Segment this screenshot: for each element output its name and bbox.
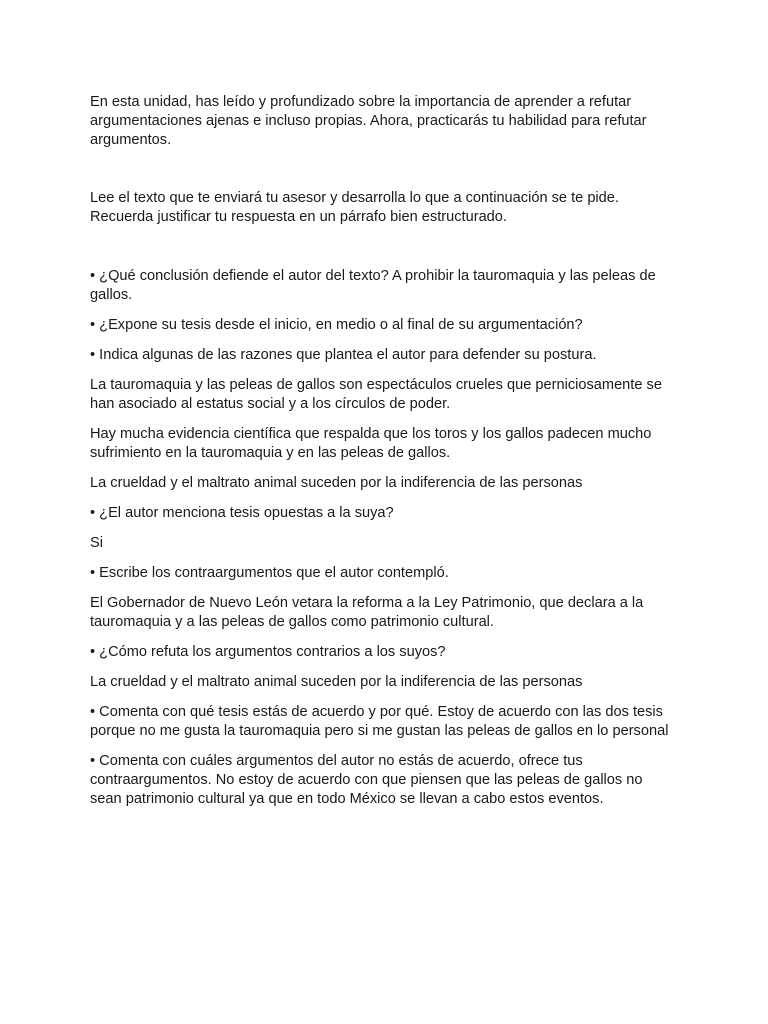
question-counterarguments: • Escribe los contraargumentos que el autor contempló. bbox=[90, 565, 449, 581]
question-refutation: • ¿Cómo refuta los argumentos contrarios a los suyos? bbox=[90, 644, 446, 660]
instructions-paragraph: Lee el texto que te enviará tu asesor y desarrolla lo que a continuación se te pide. Recuerda justificar tu respuesta en un párrafo bien estructurado. bbox=[90, 190, 619, 225]
question-thesis-position: • ¿Expone su tesis desde el inicio, en medio o al final de su argumentación? bbox=[90, 317, 583, 333]
reason-paragraph-1: La tauromaquia y las peleas de gallos son espectáculos crueles que perniciosamente se han asociado al estatus social y a los círculos de poder. bbox=[90, 377, 662, 412]
question-conclusion: • ¿Qué conclusión defiende el autor del texto? A prohibir la tauromaquia y las peleas de gallos. bbox=[90, 268, 656, 303]
answer-refutation: La crueldad y el maltrato animal suceden por la indiferencia de las personas bbox=[90, 674, 583, 690]
reason-paragraph-2: Hay mucha evidencia científica que respalda que los toros y los gallos padecen mucho sufrimiento en la tauromaquia y en las peleas de gallos. bbox=[90, 426, 652, 461]
question-disagreement: • Comenta con cuáles argumentos del autor no estás de acuerdo, ofrece tus contraargumentos. No estoy de acuerdo con que piensen que las peleas de gallos no sean patrimonio cultural ya que en todo México se llevan a cabo estos eventos. bbox=[90, 753, 643, 807]
question-opposing-theses: • ¿El autor menciona tesis opuestas a la suya? bbox=[90, 505, 394, 521]
document-body bbox=[90, 93, 690, 809]
reason-paragraph-3: La crueldad y el maltrato animal suceden por la indiferencia de las personas bbox=[90, 475, 583, 491]
answer-opposing-theses: Si bbox=[90, 535, 103, 551]
intro-paragraph: En esta unidad, has leído y profundizado sobre la importancia de aprender a refutar argumentaciones ajenas e incluso propias. Ahora, practicarás tu habilidad para refutar argumentos. bbox=[90, 94, 647, 148]
answer-counterarguments: El Gobernador de Nuevo León vetara la reforma a la Ley Patrimonio, que declara a la tauromaquia y a las peleas de gallos como patrimonio cultural. bbox=[90, 595, 644, 630]
question-agreement: • Comenta con qué tesis estás de acuerdo y por qué. Estoy de acuerdo con las dos tesis porque no me gusta la tauromaquia pero si me gustan las peleas de gallos en lo personal bbox=[90, 704, 669, 739]
question-reasons: • Indica algunas de las razones que plantea el autor para defender su postura. bbox=[90, 347, 597, 363]
